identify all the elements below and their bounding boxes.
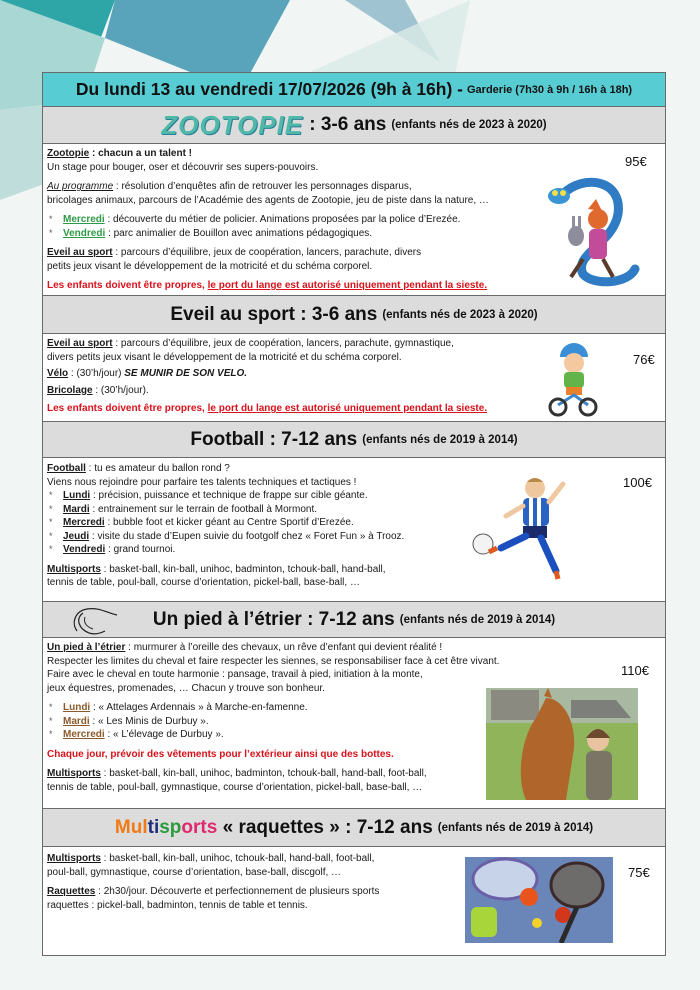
day-label: Mardi (63, 715, 90, 727)
etrier-header (43, 602, 665, 638)
etrier-label: Un pied à l’étrier (47, 642, 126, 653)
football-text2: Viens nous rejoindre pour parfaire tes talents techniques et tactiques ! (47, 476, 357, 488)
football-price: 100€ (623, 475, 652, 490)
programme-label: Au programme (47, 181, 114, 192)
rackets-and-balls-photo (465, 857, 613, 943)
title-letter: t (200, 816, 207, 838)
programme-text: : résolution d’enquêtes afin de retrouver les personnages disparus, (113, 181, 412, 192)
multisports-colored-title (115, 817, 217, 839)
etrier-subtitle: (enfants nés de 2019 à 2014) (399, 613, 556, 626)
football-header (43, 422, 665, 458)
bricolage-label: Bricolage (47, 384, 93, 396)
title-letter: u (130, 816, 143, 838)
week-dates: Du lundi 13 au vendredi 17/07/2026 (9h à 16h) - (75, 79, 463, 99)
etrier-text4: jeux équestres, promenades, … Chacun y trouve son bonheur. (47, 682, 325, 694)
day-text: : « L’élevage de Durbuy ». (104, 729, 224, 740)
eveil-price: 76€ (633, 352, 655, 367)
day-label: Mercredi (63, 517, 105, 528)
etrier-day-item (47, 728, 499, 742)
day-label: Mercredi (63, 729, 105, 740)
title-letter: o (181, 816, 194, 838)
etrier-title: Un pied à l’étrier : 7-12 ans (152, 608, 395, 630)
football-label: Football (47, 463, 86, 474)
day-text: : parc animalier de Bouillon avec animations pédagogiques. (105, 227, 373, 239)
diaper-warning (47, 279, 489, 293)
eveil-section-label: Eveil au sport (47, 338, 113, 349)
raquettes-text-block (47, 852, 379, 912)
multisports-text2: tennis de table, poul-ball, gymnastique, course d’orientation, pickel-ball, base-ball, … (47, 781, 423, 793)
football-day-item (47, 543, 404, 557)
etrier-day-item (47, 715, 499, 729)
multisports-text: : basket-ball, kin-ball, unihoc, badminton, tchouk-ball, hand-ball, (100, 563, 386, 575)
zootopie-logo: ZOOTOPIE (161, 109, 304, 140)
football-day-item (47, 516, 404, 530)
warning-b: le port du lange est autorisé uniquement pendant la sieste. (207, 403, 488, 414)
raquettes-body (43, 847, 665, 955)
eveil-section-text: : parcours d’équilibre, jeux de coopération, lancers, parachute, gymnastique, (112, 338, 454, 349)
raquettes-title: « raquettes » : 7-12 ans (217, 816, 433, 838)
raquettes-label: Raquettes (47, 886, 96, 897)
day-text: : entrainement sur le terrain de football à Mormont. (89, 503, 318, 515)
title-letter: s (206, 816, 218, 838)
football-day-item (47, 489, 404, 503)
title-letter: r (193, 816, 201, 838)
title-letter: i (153, 816, 160, 838)
zootopie-text (47, 147, 489, 293)
zootopie-intro-text: : chacun a un talent ! (89, 148, 193, 159)
velo-text: : (30’h/jour) (68, 368, 125, 379)
raquettes-subtitle: (enfants nés de 2019 à 2014) (437, 821, 594, 834)
football-title: Football : 7-12 ans (190, 428, 358, 450)
football-day-item (47, 503, 404, 517)
raquettes-text2: raquettes : pickel-ball, badminton, tennis de table et tennis. (47, 899, 308, 911)
etrier-text3: Faire avec le cheval en toute harmonie : pansage, travail à pied, initiation à la monte, (47, 669, 423, 680)
day-label: Lundi (63, 702, 91, 713)
day-text: : bubble foot et kicker géant au Centre Sportif d’Erezée. (104, 517, 354, 528)
multisports-text: : basket-ball, kin-ball, unihoc, badminton, tchouk-ball, hand-ball, foot-ball, (100, 768, 427, 779)
eveil-text: : parcours d’équilibre, jeux de coopération, lancers, parachute, divers (112, 247, 422, 258)
multisports-label: Multisports (47, 853, 101, 864)
multisports-text2: poul-ball, gymnastique, course d’orientation, base-ball, discgolf, … (47, 866, 342, 878)
warning-a: Les enfants doivent être propres, (47, 403, 208, 414)
day-text: : grand tournoi. (105, 544, 176, 555)
day-label: Mardi (63, 503, 90, 515)
title-letter: p (169, 816, 182, 838)
zootopie-day-item (47, 227, 489, 241)
title-letter: M (114, 816, 131, 838)
eveil-title: Eveil au sport : 3-6 ans (170, 303, 378, 325)
velo-label: Vélo (47, 368, 69, 379)
child-on-balance-bike-image (548, 339, 598, 419)
etrier-price: 110€ (621, 663, 649, 678)
day-label: Vendredi (63, 544, 106, 555)
warning-a: Les enfants doivent être propres, (47, 280, 208, 291)
day-label: Lundi (63, 490, 91, 501)
raquettes-price: 75€ (628, 865, 650, 880)
zootopie-day-item (47, 213, 489, 227)
girl-with-horse-photo (486, 688, 638, 800)
zootopie-subtitle: (enfants nés de 2023 à 2020) (391, 119, 547, 131)
etrier-day-item (47, 701, 499, 715)
zootopie-line2: Un stage pour bouger, oser et découvrir ses supers-pouvoirs. (47, 161, 319, 173)
football-text: : tu es amateur du ballon rond ? (85, 463, 230, 474)
day-label: Jeudi (63, 530, 90, 542)
boots-warning: Chaque jour, prévoir des vêtements pour l’extérieur ainsi que des bottes. (47, 748, 394, 760)
football-subtitle: (enfants nés de 2019 à 2014) (362, 433, 518, 446)
zootopie-price: 95€ (625, 154, 647, 169)
zootopie-characters-image (543, 174, 643, 289)
raquettes-text: : 2h30/jour. Découverte et perfectionnement de plusieurs sports (95, 886, 380, 897)
horse-head-icon (65, 603, 125, 637)
zootopie-header (43, 107, 665, 144)
programme-text2: bricolages animaux, parcours de l’Académie des agents de Zootopie, jeu de piste dans la nature, … (47, 194, 489, 206)
day-text: : « Attelages Ardennais » à Marche-en-famenne. (90, 702, 308, 713)
multisports-text2: tennis de table, poul-ball, course d’orientation, pickel-ball, base-ball, … (47, 577, 360, 588)
multisports-label: Multisports (47, 563, 101, 575)
child-kicking-ball-image (471, 476, 596, 586)
eveil-label: Eveil au sport (47, 247, 113, 258)
day-text: : « Les Minis de Durbuy ». (89, 715, 209, 727)
eveil-text2: petits jeux visant le développement de la motricité et du schéma corporel. (47, 260, 373, 272)
etrier-text2: Respecter les limites du cheval et faire respecter les siennes, se responsabiliser face à cet être vivant. (47, 655, 500, 667)
eveil-body (43, 334, 665, 422)
multisports-label: Multisports (47, 768, 101, 779)
title-letter: t (147, 816, 154, 838)
etrier-text: : murmurer à l’oreille des chevaux, un rêve d’enfant qui devient réalité ! (125, 642, 443, 653)
week-header (43, 73, 665, 107)
day-label: Mercredi (63, 214, 105, 225)
title-letter: s (159, 816, 170, 838)
day-text: : visite du stade d’Eupen suivie du footgolf chez « Foret Fun » à Trooz. (89, 530, 405, 542)
warning-b: le port du lange est autorisé uniquement pendant la sieste. (207, 280, 488, 291)
etrier-body (43, 638, 665, 809)
day-text: : précision, puissance et technique de frappe sur cible géante. (90, 490, 368, 501)
zootopie-title: : 3-6 ans (309, 114, 387, 135)
eveil-section-text2: divers petits jeux visant le développement de la motricité et du schéma corporel. (47, 351, 402, 363)
eveil-text-block (47, 337, 487, 416)
zootopie-intro-label: Zootopie (47, 148, 90, 159)
football-text-block (47, 462, 404, 590)
football-day-item (47, 530, 404, 544)
raquettes-header (43, 809, 665, 847)
garderie-hours: Garderie (7h30 à 9h / 16h à 18h) (467, 83, 633, 96)
eveil-header (43, 296, 665, 334)
diaper-warning (47, 402, 487, 416)
football-body (43, 458, 665, 602)
multisports-text: : basket-ball, kin-ball, unihoc, tchouk-ball, hand-ball, foot-ball, (100, 853, 375, 864)
velo-note: SE MUNIR DE SON VELO. (124, 368, 248, 379)
day-label: Vendredi (63, 227, 106, 239)
zootopie-body (43, 144, 665, 296)
etrier-text-block (47, 641, 499, 794)
day-text: : découverte du métier de policier. Animations proposées par la police d’Erezée. (104, 214, 461, 225)
title-letter: l (142, 816, 148, 838)
eveil-subtitle: (enfants nés de 2023 à 2020) (382, 308, 538, 321)
bricolage-text: : (30’h/jour). (92, 384, 149, 396)
program-table (42, 72, 666, 956)
